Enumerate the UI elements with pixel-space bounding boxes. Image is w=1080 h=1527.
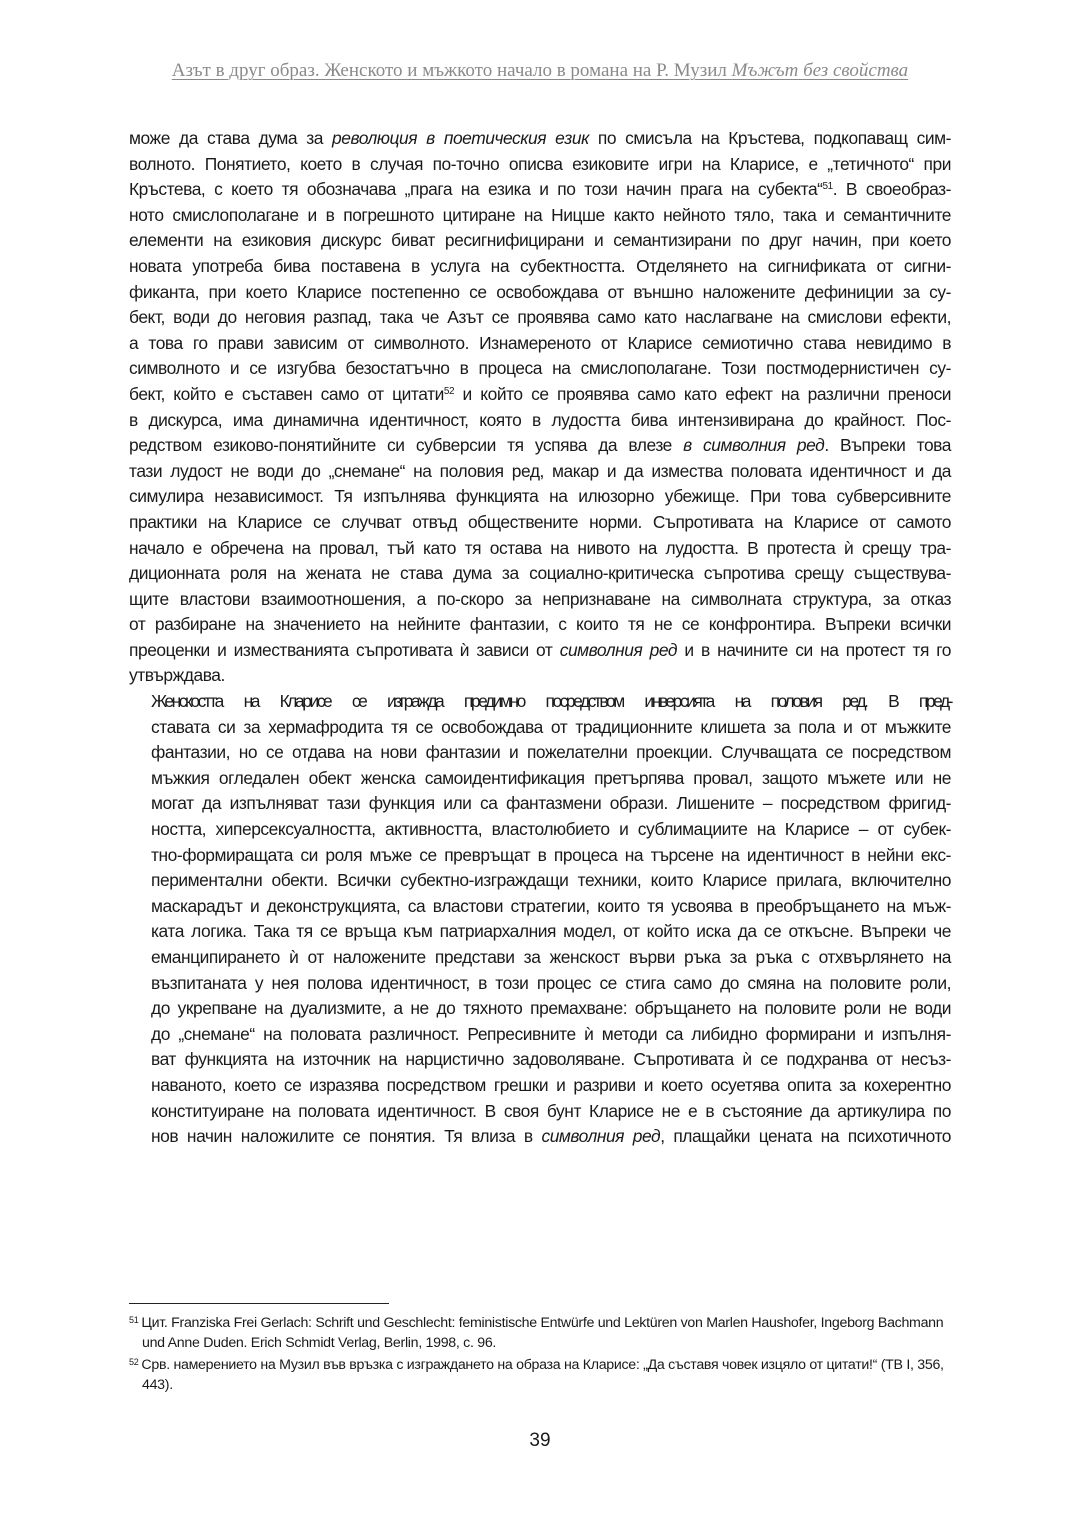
text-line: бект, води до неговия разпад, така че Азът се проявява само като наслагване на смислови ефекти, [129, 307, 951, 328]
text-line [129, 126, 951, 152]
text-line: щите властови взаимоотношения, а по-скоро за непризнаване на символната структура, за отказ [129, 588, 951, 609]
text-line: Женскостта на Кларисе се изгражда предимно посредством инверсията на половия ред. В пред- [151, 691, 951, 712]
footnotes [129, 1313, 951, 1397]
text-line: практики на Кларисе се случват отвъд обществените норми. Съпротивата на Кларисе от самото [129, 511, 951, 532]
footnote-ref-52[interactable]: 52 [443, 385, 455, 397]
text-line: наваното, което се изразява посредством грешки и разриви и което осуетява опита за кохерентно [151, 1074, 951, 1095]
text-line: фиканта, при което Кларисе постепенно се освобождава от външно наложените дефиниции за су- [129, 281, 951, 302]
footnote-text: Цит. Franziska Frei Gerlach: Schrift und Geschlecht: feministische Entwürfe und Lektüren von Marlen Haushofer, Ingeborg Bachmann und Anne Duden. Erich Schmidt Verlag, Berlin, 1998, с. 96. [141, 1315, 944, 1351]
paragraph-2 [129, 689, 951, 1150]
text-line [129, 433, 951, 459]
running-header-book-title: Мъжът без свойства [731, 60, 909, 81]
text-line: ността, хиперсексуалността, активността, властолюбието и сублимациите на Кларисе – от субек- [151, 819, 951, 840]
footnote-separator [129, 1303, 389, 1304]
body-text [129, 126, 951, 1150]
footnote-number: 51 [129, 1315, 139, 1325]
text-line: маскарадът и деконструкцията, са властови стратегии, които тя усвоява в преобръщането на мъж- [151, 895, 951, 916]
text-line [129, 638, 951, 664]
text-run: и който се проявява само като ефект на различни преноси [454, 383, 951, 404]
text-line: тази лудост не води до „снемане“ на половия ред, макар и да измества половата идентичност и да [129, 460, 951, 481]
text-line: ното смислополагане и в погрешното цитиране на Ницше както нейното тяло, така и семантичните [129, 204, 951, 225]
text-line: фантазии, но се отдава на нови фантазии и пожелателни проекции. Случващата се посредством [151, 742, 951, 763]
text-line: ват функцията на източник на нарцистично задоволяване. Съпротивата ѝ се подхранва от несъз- [151, 1049, 951, 1070]
footnote-text: Срв. намерението на Музил във връзка с изграждането на образа на Кларисе: „Да съставя човек изцяло от цитати!“ (TB I, 356, 443). [141, 1357, 944, 1393]
text-line [129, 1124, 951, 1150]
text-line: от разбиране на значението на нейните фантазии, с които тя не се конфронтира. Въпреки всички [129, 614, 951, 635]
text-line: еманципирането ѝ от наложените представи за женскост върви ръка за ръка с отхвърлянето на [151, 947, 951, 967]
text-line: новата употреба бива поставена в услуга на субектността. Отделянето на сигнификата от сигни- [129, 255, 951, 276]
footnote-52 [129, 1355, 951, 1395]
text-run: и в начините си на протест тя го [677, 639, 951, 660]
italic-run: революция в поетическия език [332, 128, 589, 148]
text-run: по смисъла на Кръстева, подкопаващ сим- [588, 128, 951, 148]
text-line: а това го прави зависим от символното. Изнамереното от Кларисе семиотично става невидимо в [129, 332, 951, 353]
text-run: . Въпреки това [824, 435, 952, 456]
page-number: 39 [529, 1430, 551, 1451]
text-line [129, 177, 951, 203]
text-line: до „снемане“ на половата различност. Репресивните ѝ методи са либидно формирани и изпълня- [151, 1023, 951, 1044]
footnote-51 [129, 1313, 951, 1353]
text-line: начало е обречена на провал, тъй като тя остава на нивото на лудостта. В протеста ѝ срещу тра- [129, 537, 951, 558]
text-run: бект, който е съставен само от цитати [129, 383, 444, 404]
text-line: волното. Понятието, което в случая по-точно описва езиковите игри на Кларисе, е „тетичното“ при [129, 153, 951, 174]
italic-run: символния ред [559, 639, 678, 660]
footnote-number: 52 [129, 1357, 139, 1367]
footnote-ref-51[interactable]: 51 [822, 181, 833, 193]
text-line: до укрепване на дуализмите, а не до тяхното премахване: обръщането на половите роли не води [151, 998, 951, 1019]
text-run: преоценки и изместванията съпротивата ѝ зависи от [129, 639, 560, 660]
text-line: в дискурса, има динамична идентичност, която в лудостта бива интензивирана до крайност. Пос- [129, 409, 951, 430]
running-header-title: Азът в друг образ. Женското и мъжкото начало в романа на Р. Музил [171, 60, 732, 81]
text-run: редством езиково-понятийните си субверсии тя успява да влезе [129, 435, 684, 456]
text-line: ставата си за хермафродита тя се освобождава от традиционните клишета за пола и от мъжките [151, 716, 951, 737]
text-line: могат да изпълняват тази функция или са фантазмени образи. Лишените – посредством фригид- [151, 793, 951, 814]
text-line: конституиране на половата идентичност. В своя бунт Кларисе не е в състояние да артикулира по [151, 1100, 951, 1121]
text-run: , плащайки цената на психотичното [660, 1126, 951, 1147]
text-line: тно-формиращата си роля мъже се превръщат в процеса на търсене на идентичност в нейни екс- [151, 844, 951, 865]
paragraph-1 [129, 126, 951, 689]
text-line: диционната роля на жената не става дума за социално-критическа съпротива срещу съществува- [129, 563, 951, 584]
text-line: символното и се изгубва безостатъчно в процеса на смислополагане. Този постмодернистичен су- [129, 358, 951, 379]
text-run: нов начин наложилите се понятия. Тя влиза в [151, 1126, 542, 1147]
text-line: мъжкия огледален обект женска самоидентификация претърпява провал, защото мъжете или не [151, 767, 951, 788]
text-run: може да става дума за [129, 128, 333, 148]
text-line: ката логика. Така тя се връща към патриархалния модел, от който иска да се откъсне. Въпреки че [151, 921, 951, 942]
text-line [129, 382, 951, 408]
text-line: елементи на езиковия дискурс биват ресигнифицирани и семантизирани по друг начин, при което [129, 230, 951, 251]
text-line: утвърждава. [129, 665, 225, 686]
text-line: симулира независимост. Тя изпълнява функцията на илюзорно убежище. При това субверсивните [129, 486, 951, 507]
text-line: периментални обекти. Всички субектно-изграждащи техники, които Кларисе прилага, включително [151, 870, 951, 891]
text-line: възпитаната у нея полова идентичност, в този процес се стига само до смяна на половите роли, [151, 972, 951, 993]
text-run: . В своеобраз- [832, 179, 951, 200]
italic-run: в символния ред [683, 435, 825, 456]
text-run: Кръстева, с което тя обозначава „прага на езика и по този начин прага на субекта“ [129, 179, 823, 200]
running-header [0, 60, 1080, 82]
italic-run: символния ред [541, 1126, 661, 1147]
